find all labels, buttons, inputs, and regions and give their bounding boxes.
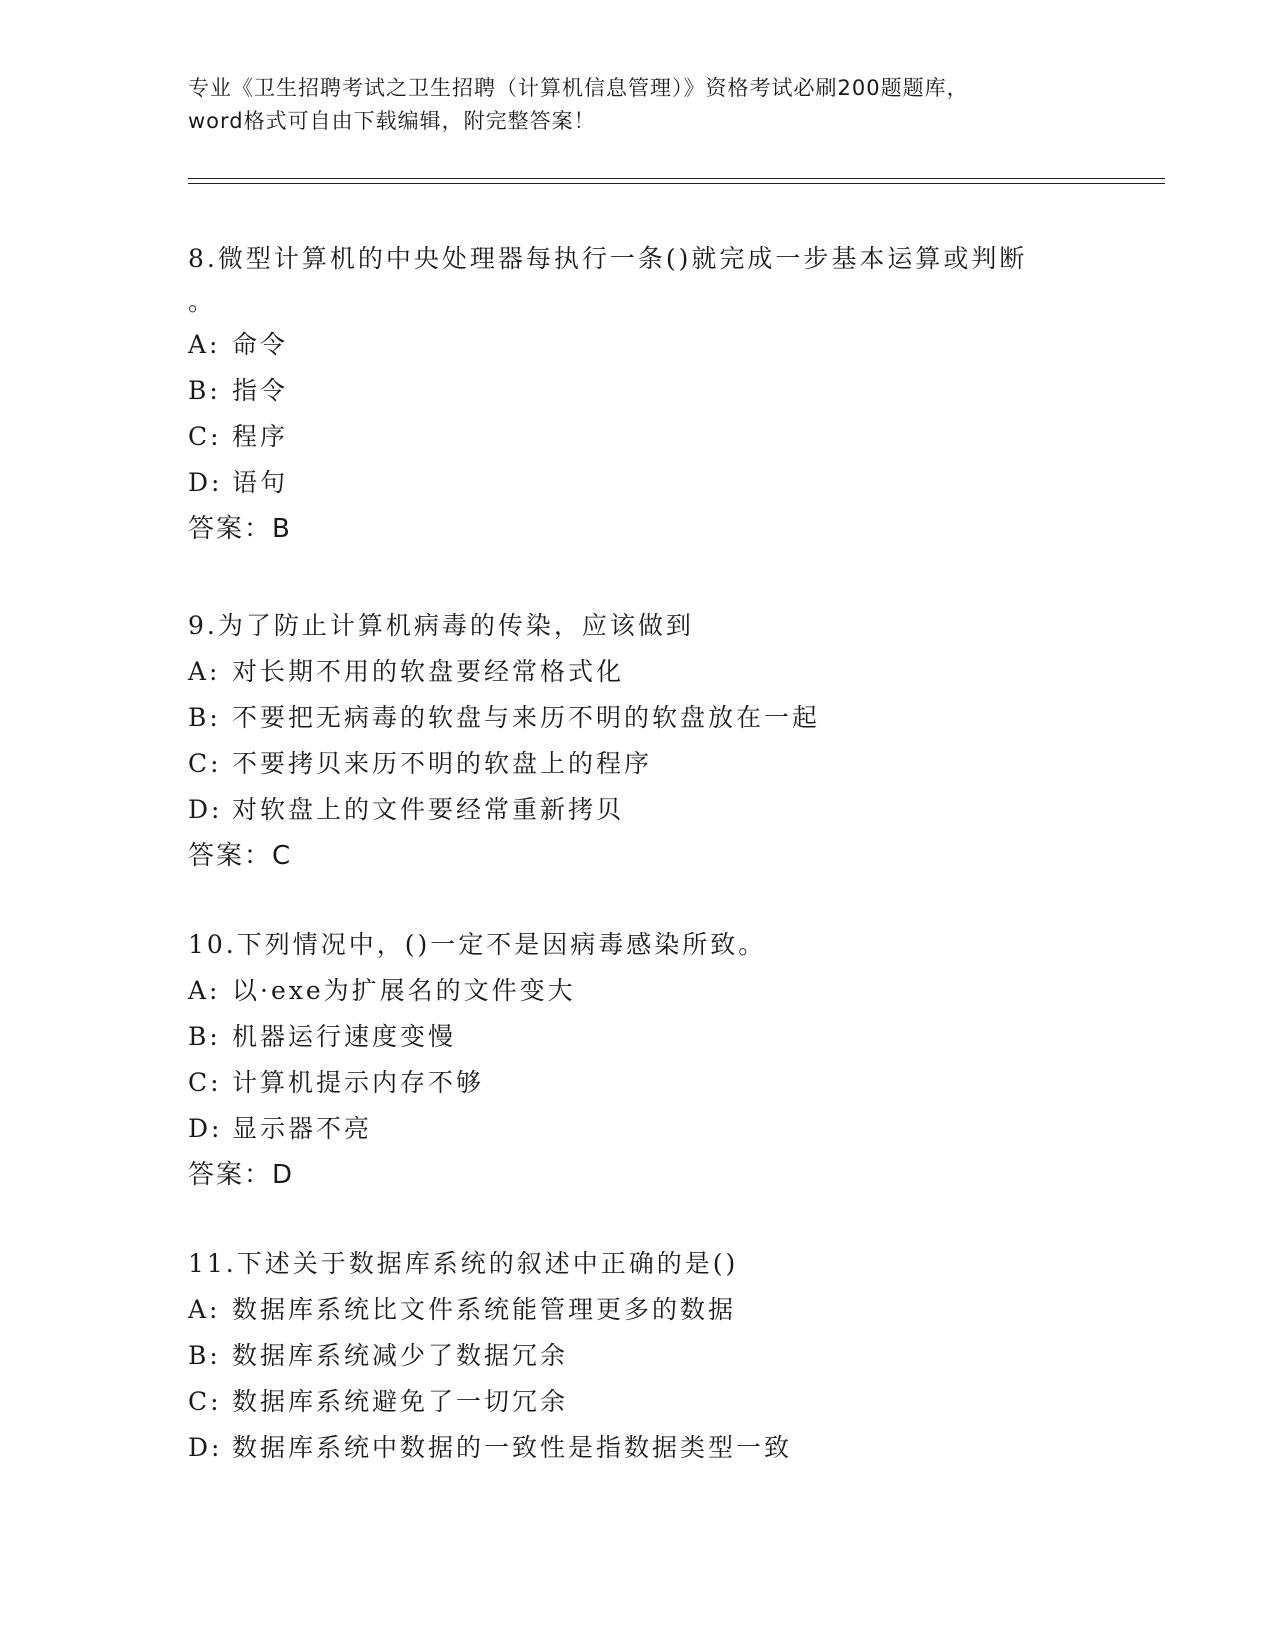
answer-line: 答案：D	[188, 1160, 295, 1190]
answer-line: 答案：B	[188, 514, 292, 544]
option-b	[188, 368, 1088, 414]
header-title-line2: word格式可自由下载编辑，附完整答案！	[188, 109, 596, 133]
option-text: 以·exe为扩展名的文件变大	[232, 976, 576, 1005]
option-text: 语句	[232, 468, 289, 497]
option-c	[188, 741, 1088, 787]
option-letter: C:	[188, 422, 222, 451]
option-d	[188, 460, 1088, 506]
option-letter: D:	[188, 1114, 223, 1143]
document-header	[188, 72, 1088, 138]
option-letter: D:	[188, 468, 223, 497]
option-d	[188, 787, 1088, 833]
option-letter: B:	[188, 703, 221, 732]
option-letter: B:	[188, 376, 221, 405]
option-c	[188, 1379, 1088, 1425]
option-d	[188, 1425, 1088, 1471]
option-c	[188, 414, 1088, 460]
question-9	[188, 603, 1088, 879]
option-text: 指令	[232, 376, 289, 405]
option-letter: C:	[188, 749, 222, 778]
option-b	[188, 1333, 1088, 1379]
option-letter: A:	[188, 657, 221, 686]
option-a	[188, 322, 1088, 368]
header-title-line1: 专业《卫生招聘考试之卫生招聘（计算机信息管理）》资格考试必刷200题题库，	[188, 76, 969, 100]
option-text: 显示器不亮	[232, 1114, 373, 1143]
header-divider-top	[188, 178, 1165, 179]
option-text: 数据库系统避免了一切冗余	[232, 1387, 569, 1416]
option-text: 机器运行速度变慢	[232, 1022, 457, 1051]
option-text: 对长期不用的软盘要经常格式化	[232, 657, 625, 686]
option-letter: B:	[188, 1022, 221, 1051]
option-text: 不要把无病毒的软盘与来历不明的软盘放在一起	[232, 703, 821, 732]
header-divider-bottom	[188, 183, 1165, 184]
option-text: 数据库系统减少了数据冗余	[232, 1341, 569, 1370]
option-letter: B:	[188, 1341, 221, 1370]
question-stem-continuation: 。	[188, 287, 214, 316]
option-text: 程序	[232, 422, 289, 451]
option-letter: C:	[188, 1068, 222, 1097]
option-letter: A:	[188, 330, 221, 359]
option-a	[188, 968, 1088, 1014]
option-letter: A:	[188, 976, 221, 1005]
option-letter: D:	[188, 795, 223, 824]
option-letter: D:	[188, 1433, 223, 1462]
option-a	[188, 1287, 1088, 1333]
question-stem: 10.下列情况中，()一定不是因病毒感染所致。	[188, 930, 767, 959]
option-text: 命令	[232, 330, 289, 359]
option-text: 不要拷贝来历不明的软盘上的程序	[232, 749, 653, 778]
question-stem: 8.微型计算机的中央处理器每执行一条()就完成一步基本运算或判断	[188, 244, 1028, 273]
option-text: 对软盘上的文件要经常重新拷贝	[232, 795, 625, 824]
option-text: 计算机提示内存不够	[232, 1068, 485, 1097]
question-11	[188, 1241, 1088, 1471]
option-text: 数据库系统比文件系统能管理更多的数据	[232, 1295, 737, 1324]
option-letter: A:	[188, 1295, 221, 1324]
answer-line: 答案：C	[188, 841, 293, 871]
question-stem: 11.下述关于数据库系统的叙述中正确的是()	[188, 1249, 739, 1278]
option-text: 数据库系统中数据的一致性是指数据类型一致	[232, 1433, 793, 1462]
option-d	[188, 1106, 1088, 1152]
option-b	[188, 695, 1088, 741]
question-8	[188, 236, 1088, 552]
question-stem: 9.为了防止计算机病毒的传染，应该做到	[188, 611, 694, 640]
option-letter: C:	[188, 1387, 222, 1416]
option-b	[188, 1014, 1088, 1060]
option-a	[188, 649, 1088, 695]
option-c	[188, 1060, 1088, 1106]
question-10	[188, 922, 1088, 1198]
